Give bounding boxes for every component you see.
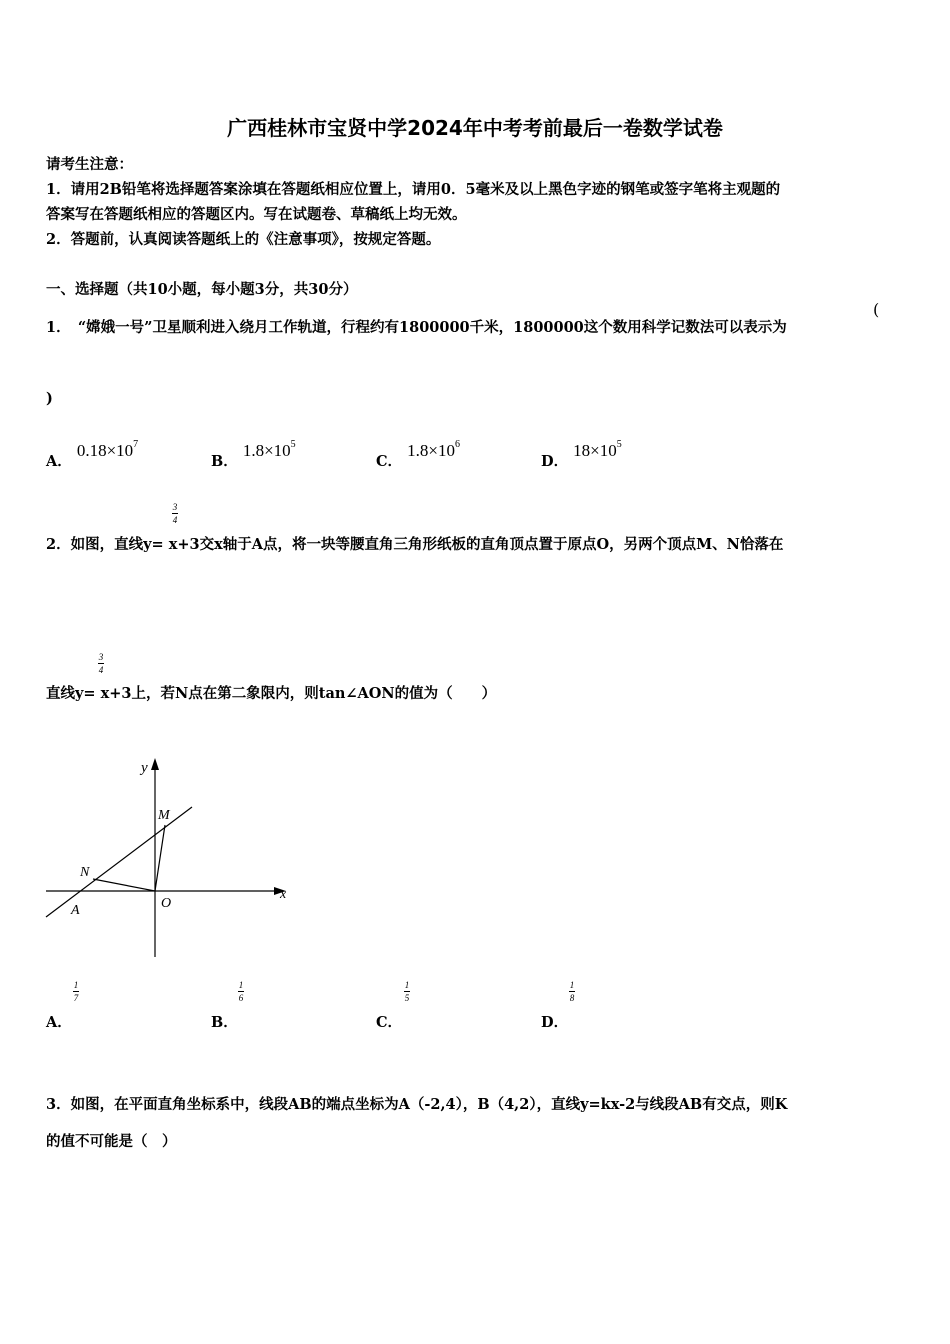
x-label: x <box>280 887 287 902</box>
q2-option-c[interactable]: C． <box>376 1014 403 1031</box>
q1-option-c-label: C． <box>376 453 403 470</box>
q1-option-c[interactable] <box>376 439 460 471</box>
notice-line-2: 答案写在答题纸相应的答题区内。写在试题卷、草稿纸上均无效。 <box>46 206 467 223</box>
y-axis-arrow <box>151 758 159 770</box>
q2-figure <box>40 752 300 962</box>
q1-option-d-label: D． <box>541 453 569 470</box>
q1-close-paren: ) <box>46 390 53 407</box>
notice-line-3: 2．答题前，认真阅读答题纸上的《注意事项》，按规定答题。 <box>46 231 441 248</box>
q2-option-a-fraction: 1 7 <box>73 980 79 1003</box>
q2-option-c-fraction: 1 5 <box>404 980 410 1003</box>
q1-option-d[interactable] <box>541 439 622 471</box>
q1-option-d-value: $18\times 10^5$ <box>573 439 622 460</box>
q1-option-b-value: $1.8\times 10^5$ <box>242 439 296 460</box>
n-label: N <box>80 865 90 880</box>
section-heading: 一、选择题（共10小题，每小题3分，共30分） <box>46 281 358 298</box>
q2-option-d-fraction: 1 8 <box>569 980 575 1003</box>
q2-option-a[interactable]: A． <box>46 1014 72 1031</box>
q1-option-a-label: A． <box>46 453 72 470</box>
y-label: y <box>141 760 148 776</box>
page-title: 广西桂林市宝贤中学2024年中考考前最后一卷数学试卷 <box>227 116 723 140</box>
q2-option-b-fraction: 1 6 <box>238 980 244 1003</box>
notice-line-1: 1．请用2B铅笔将选择题答案涂填在答题纸相应位置上，请用0．5毫米及以上黑色字迹的钢笔或签字笔将主观题的 <box>46 181 781 198</box>
segment-om <box>155 825 165 891</box>
a-label: A <box>71 903 80 918</box>
q2-option-d[interactable]: D． <box>541 1014 569 1031</box>
q2-line-1: 2．如图，直线y= x+3交x轴于A点，将一块等腰直角三角形纸板的直角顶点置于原点O，另两个顶点M、N恰落在 <box>46 536 784 553</box>
q2-fraction-1: 3 4 <box>172 502 178 525</box>
q1-text: 1． “嫦娥一号”卫星顺利进入绕月工作轨道，行程约有1800000千米，1800000这个数用科学记数法可以表示为 <box>46 319 787 336</box>
m-label: M <box>158 808 170 823</box>
q1-option-c-value: $1.8\times 10^6$ <box>407 439 460 460</box>
o-label: O <box>161 896 172 911</box>
q3-line-1: 3．如图，在平面直角坐标系中，线段AB的端点坐标为A（-2,4），B（4,2），直线y=kx-2与线段AB有交点，则K <box>46 1096 788 1113</box>
q2-fraction-2: 3 4 <box>98 652 104 675</box>
q2-option-b[interactable]: B． <box>211 1014 238 1031</box>
q1-option-a[interactable] <box>46 439 139 471</box>
segment-on <box>93 879 155 891</box>
q2-line-2: 直线y= x+3上，若N点在第二象限内，则tan∠AON的值为（ ） <box>46 685 497 702</box>
notice-heading: 请考生注意： <box>46 156 133 173</box>
q3-line-2: 的值不可能是（ ） <box>46 1133 177 1150</box>
q1-open-paren: ( <box>873 300 880 319</box>
q1-option-b[interactable] <box>211 439 296 471</box>
q1-option-b-label: B． <box>211 453 238 470</box>
q1-option-a-value: $0.18\times 10^7$ <box>76 439 139 460</box>
